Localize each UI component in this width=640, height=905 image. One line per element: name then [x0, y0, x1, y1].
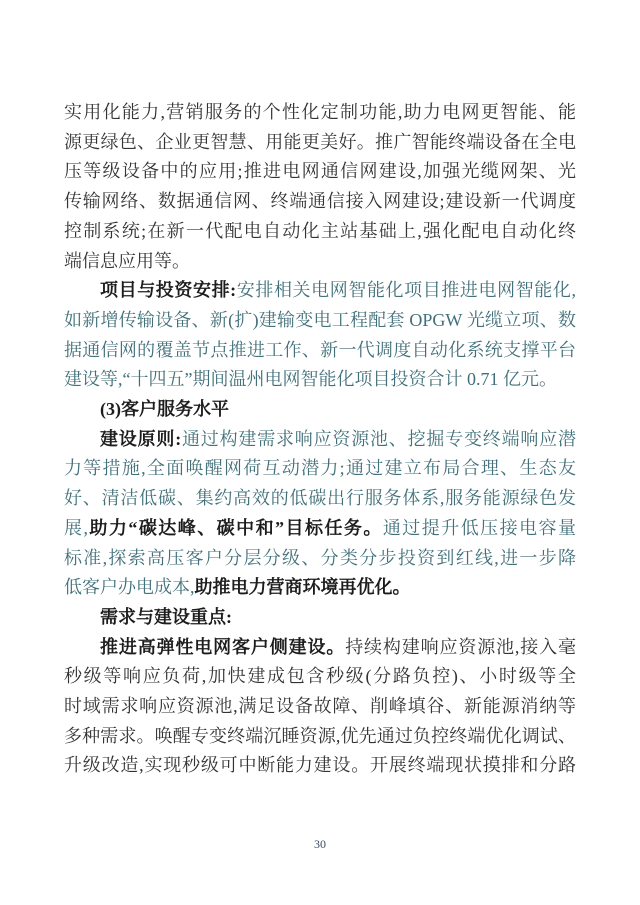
- text-line: [64, 336, 576, 366]
- text-line: [64, 395, 576, 425]
- paragraph-flexible-grid-customer-side: [64, 633, 576, 782]
- text-line: [64, 365, 576, 395]
- text-line: [64, 722, 576, 752]
- text-line: [64, 128, 576, 158]
- text-segment-teal: 安排相关电网智能化项目推进电网智能化,: [236, 280, 576, 301]
- text-segment-teal: 好、清洁低碳、集约高效的低碳出行服务体系,服务能源绿色发: [64, 488, 576, 509]
- paragraph-construction-principles: [64, 425, 576, 603]
- text-segment-normal: 多种需求。唤醒专变终端沉睡资源,优先通过负控终端优化调试、: [64, 725, 576, 746]
- text-segment-normal: 持续构建响应资源池,接入毫: [345, 636, 577, 657]
- text-segment-teal: 力等措施,全面唤醒网荷互动潜力;通过建立布局合理、生态友: [64, 458, 576, 479]
- text-segment-normal: 端信息应用等。: [64, 250, 190, 271]
- text-segment-teal: 低客户办电成本,: [64, 577, 195, 598]
- text-line: [64, 306, 576, 336]
- text-segment-normal: 源更绿色、企业更智慧、用能更美好。推广智能终端设备在全电: [64, 131, 576, 152]
- text-segment-normal: 压等级设备中的应用;推进电网通信网建设,加强光缆网架、光: [64, 161, 576, 182]
- text-line: [64, 98, 576, 128]
- text-segment-teal: 据通信网的覆盖节点推进工作、新一代调度自动化系统支撑平台: [64, 339, 576, 360]
- text-line: [64, 633, 576, 663]
- text-segment-teal: 建设等,“十四五”期间温州电网智能化项目投资合计 0.71 亿元。: [64, 369, 557, 390]
- text-segment-normal: 秒级等响应负荷,加快建成包含秒级(分路负控)、小时级等全: [64, 666, 576, 687]
- text-line: [64, 544, 576, 574]
- text-segment-normal: 实用化能力,营销服务的个性化定制功能,助力电网更智能、能: [64, 102, 576, 122]
- text-segment-bold: 助推电力营商环境再优化。: [194, 577, 411, 598]
- heading-customer-service-level: [64, 395, 576, 425]
- text-line: [64, 187, 576, 217]
- page-number: 30: [314, 837, 326, 851]
- paragraph-project-investment: [64, 276, 576, 395]
- text-line: [64, 247, 576, 277]
- heading-demand-and-construction-priorities: [64, 603, 576, 633]
- text-segment-normal: 时域需求响应资源池,满足设备故障、削峰填谷、新能源消纳等: [64, 696, 576, 717]
- text-segment-normal: 传输网络、数据通信网、终端通信接入网建设;建设新一代调度: [64, 191, 576, 212]
- text-segment-normal: 升级改造,实现秒级可中断能力建设。开展终端现状摸排和分路: [64, 755, 576, 776]
- text-line: [64, 157, 576, 187]
- text-line: [64, 454, 576, 484]
- text-line: [64, 573, 576, 603]
- text-segment-bold: 助力“碳达峰、碳中和”目标任务。: [87, 517, 383, 538]
- text-segment-bold: 推进高弹性电网客户侧建设。: [100, 636, 346, 657]
- text-segment-bold: 项目与投资安排:: [100, 280, 237, 301]
- text-line: [64, 217, 576, 247]
- text-segment-teal: 标准,探索高压客户分层分级、分类分步投资到红线,进一步降: [64, 547, 576, 568]
- text-segment-bold: 建设原则:: [100, 428, 182, 449]
- text-line: [64, 662, 576, 692]
- document-content: [64, 98, 576, 781]
- text-segment-bold: 需求与建设重点:: [100, 606, 232, 627]
- text-line: [64, 425, 576, 455]
- text-segment-teal: 通过提升低压接电容量: [382, 517, 577, 538]
- text-segment-teal: 如新增传输设备、新(扩)建输变电工程配套 OPGW 光缆立项、数: [64, 309, 576, 330]
- text-line: [64, 751, 576, 781]
- text-segment-teal: 展,: [64, 517, 88, 538]
- text-line: [64, 692, 576, 722]
- text-line: [64, 484, 576, 514]
- text-line: [64, 603, 576, 633]
- text-line: [64, 514, 576, 544]
- text-line: [64, 276, 576, 306]
- text-segment-normal: 控制系统;在新一代配电自动化主站基础上,强化配电自动化终: [64, 220, 576, 241]
- paragraph-grid-intelligence-continued: [64, 98, 576, 276]
- text-segment-bold: (3)客户服务水平: [100, 399, 229, 420]
- text-segment-teal: 通过构建需求响应资源池、挖掘专变终端响应潜: [181, 428, 577, 449]
